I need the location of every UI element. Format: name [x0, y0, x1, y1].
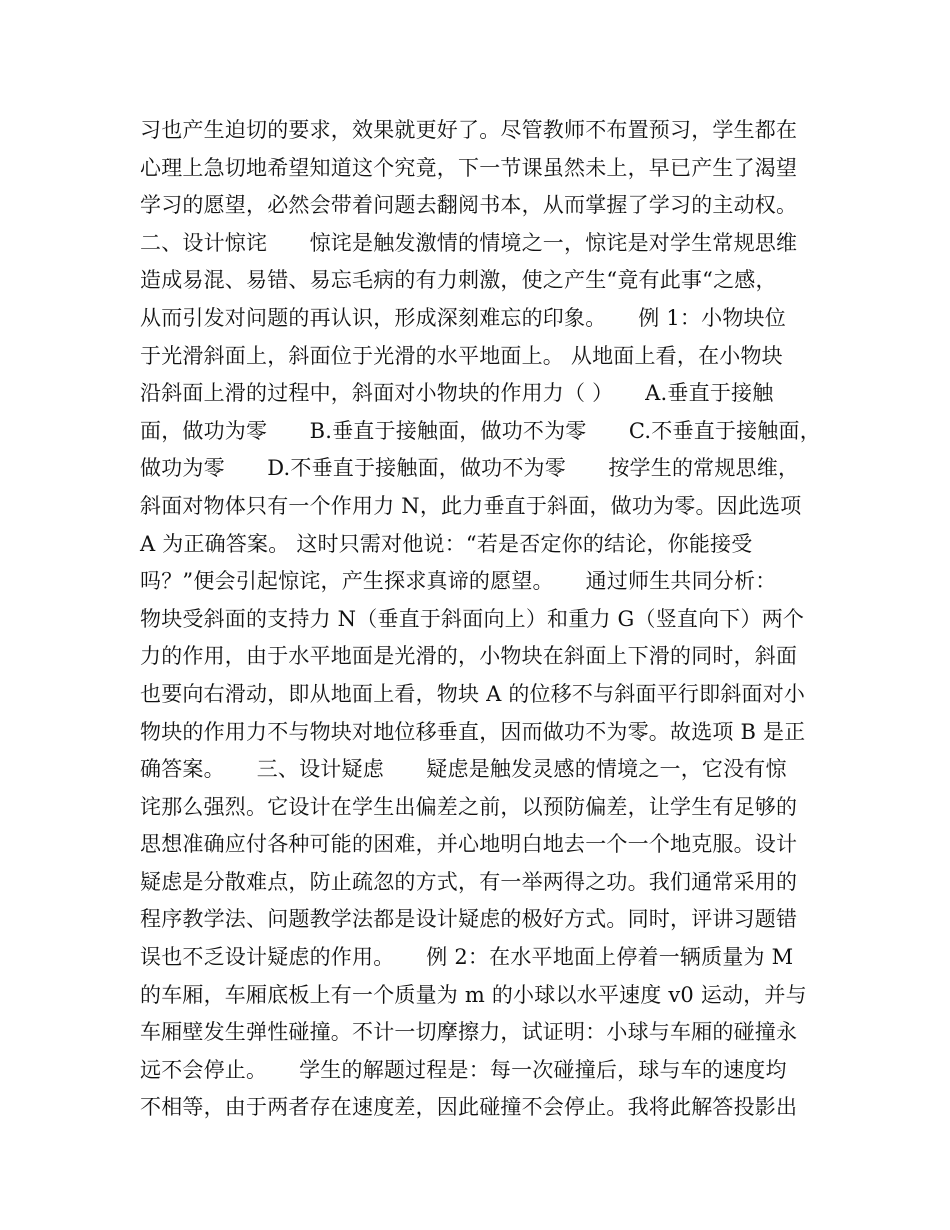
body-text	[140, 112, 840, 1127]
text-line: 面，做功为零 B.垂直于接触面，做功不为零 C.不垂直于接触面，	[140, 418, 821, 443]
text-line: 学习的愿望，必然会带着问题去翻阅书本，从而掌握了学习的主动权。	[140, 193, 798, 218]
text-line: 疑虑是分散难点，防止疏忽的方式，有一举两得之功。我们通常采用的	[140, 869, 798, 894]
text-line: 物块受斜面的支持力 N（垂直于斜面向上）和重力 G（竖直向下）两个	[140, 606, 805, 631]
text-line: 于光滑斜面上，斜面位于光滑的水平地面上。 从地面上看，在小物块	[140, 343, 783, 368]
text-line: 斜面对物体只有一个作用力 N，此力垂直于斜面，做功为零。因此选项	[140, 493, 802, 518]
text-line: 确答案。 三、设计疑虑 疑虑是触发灵感的情境之一，它没有惊	[140, 757, 787, 782]
text-line: 车厢壁发生弹性碰撞。不计一切摩擦力，试证明：小球与车厢的碰撞永	[140, 1020, 798, 1045]
text-line: 心理上急切地希望知道这个究竟，下一节课虽然未上，早已产生了渴望	[140, 155, 798, 180]
text-line: 造成易混、易错、易忘毛病的有力刺激，使之产生“竟有此事“之感，	[140, 268, 777, 293]
text-line: 力的作用，由于水平地面是光滑的，小物块在斜面上下滑的同时，斜面	[140, 644, 798, 669]
text-line: 程序教学法、问题教学法都是设计疑虑的极好方式。同时，评讲习题错	[140, 907, 798, 932]
text-line: 二、设计惊诧 惊诧是触发激情的情境之一，惊诧是对学生常规思维	[140, 230, 798, 255]
text-line: 吗？”便会引起惊诧，产生探求真谛的愿望。 通过师生共同分析：	[140, 569, 777, 594]
text-line: 做功为零 D.不垂直于接触面，做功不为零 按学生的常规思维，	[140, 456, 800, 481]
text-line: 习也产生迫切的要求，效果就更好了。尽管教师不布置预习，学生都在	[140, 118, 798, 142]
text-line: A 为正确答案。 这时只需对他说：“若是否定你的结论，你能接受	[140, 531, 753, 556]
text-line: 思想准确应付各种可能的困难，并心地明白地去一个一个地克服。设计	[140, 832, 798, 857]
text-line: 从而引发对问题的再认识，形成深刻难忘的印象。 例 1：小物块位	[140, 305, 786, 330]
text-line: 诧那么强烈。它设计在学生出偏差之前，以预防偏差，让学生有足够的	[140, 794, 798, 819]
text-line: 也要向右滑动，即从地面上看，物块 A 的位移不与斜面平行即斜面对小	[140, 681, 806, 706]
text-line: 的车厢，车厢底板上有一个质量为 m 的小球以水平速度 v0 运动，并与	[140, 982, 807, 1007]
text-line: 物块的作用力不与物块对地位移垂直，因而做功不为零。故选项 B 是正	[140, 719, 806, 744]
text-line: 误也不乏设计疑虑的作用。 例 2：在水平地面上停着一辆质量为 M	[140, 945, 794, 970]
text-line: 不相等，由于两者存在速度差，因此碰撞不会停止。我将此解答投影出	[140, 1095, 798, 1120]
text-line: 远不会停止。 学生的解题过程是：每一次碰撞后，球与车的速度均	[140, 1057, 787, 1082]
text-line: 沿斜面上滑的过程中，斜面对小物块的作用力（ ） A.垂直于接触	[140, 381, 774, 406]
